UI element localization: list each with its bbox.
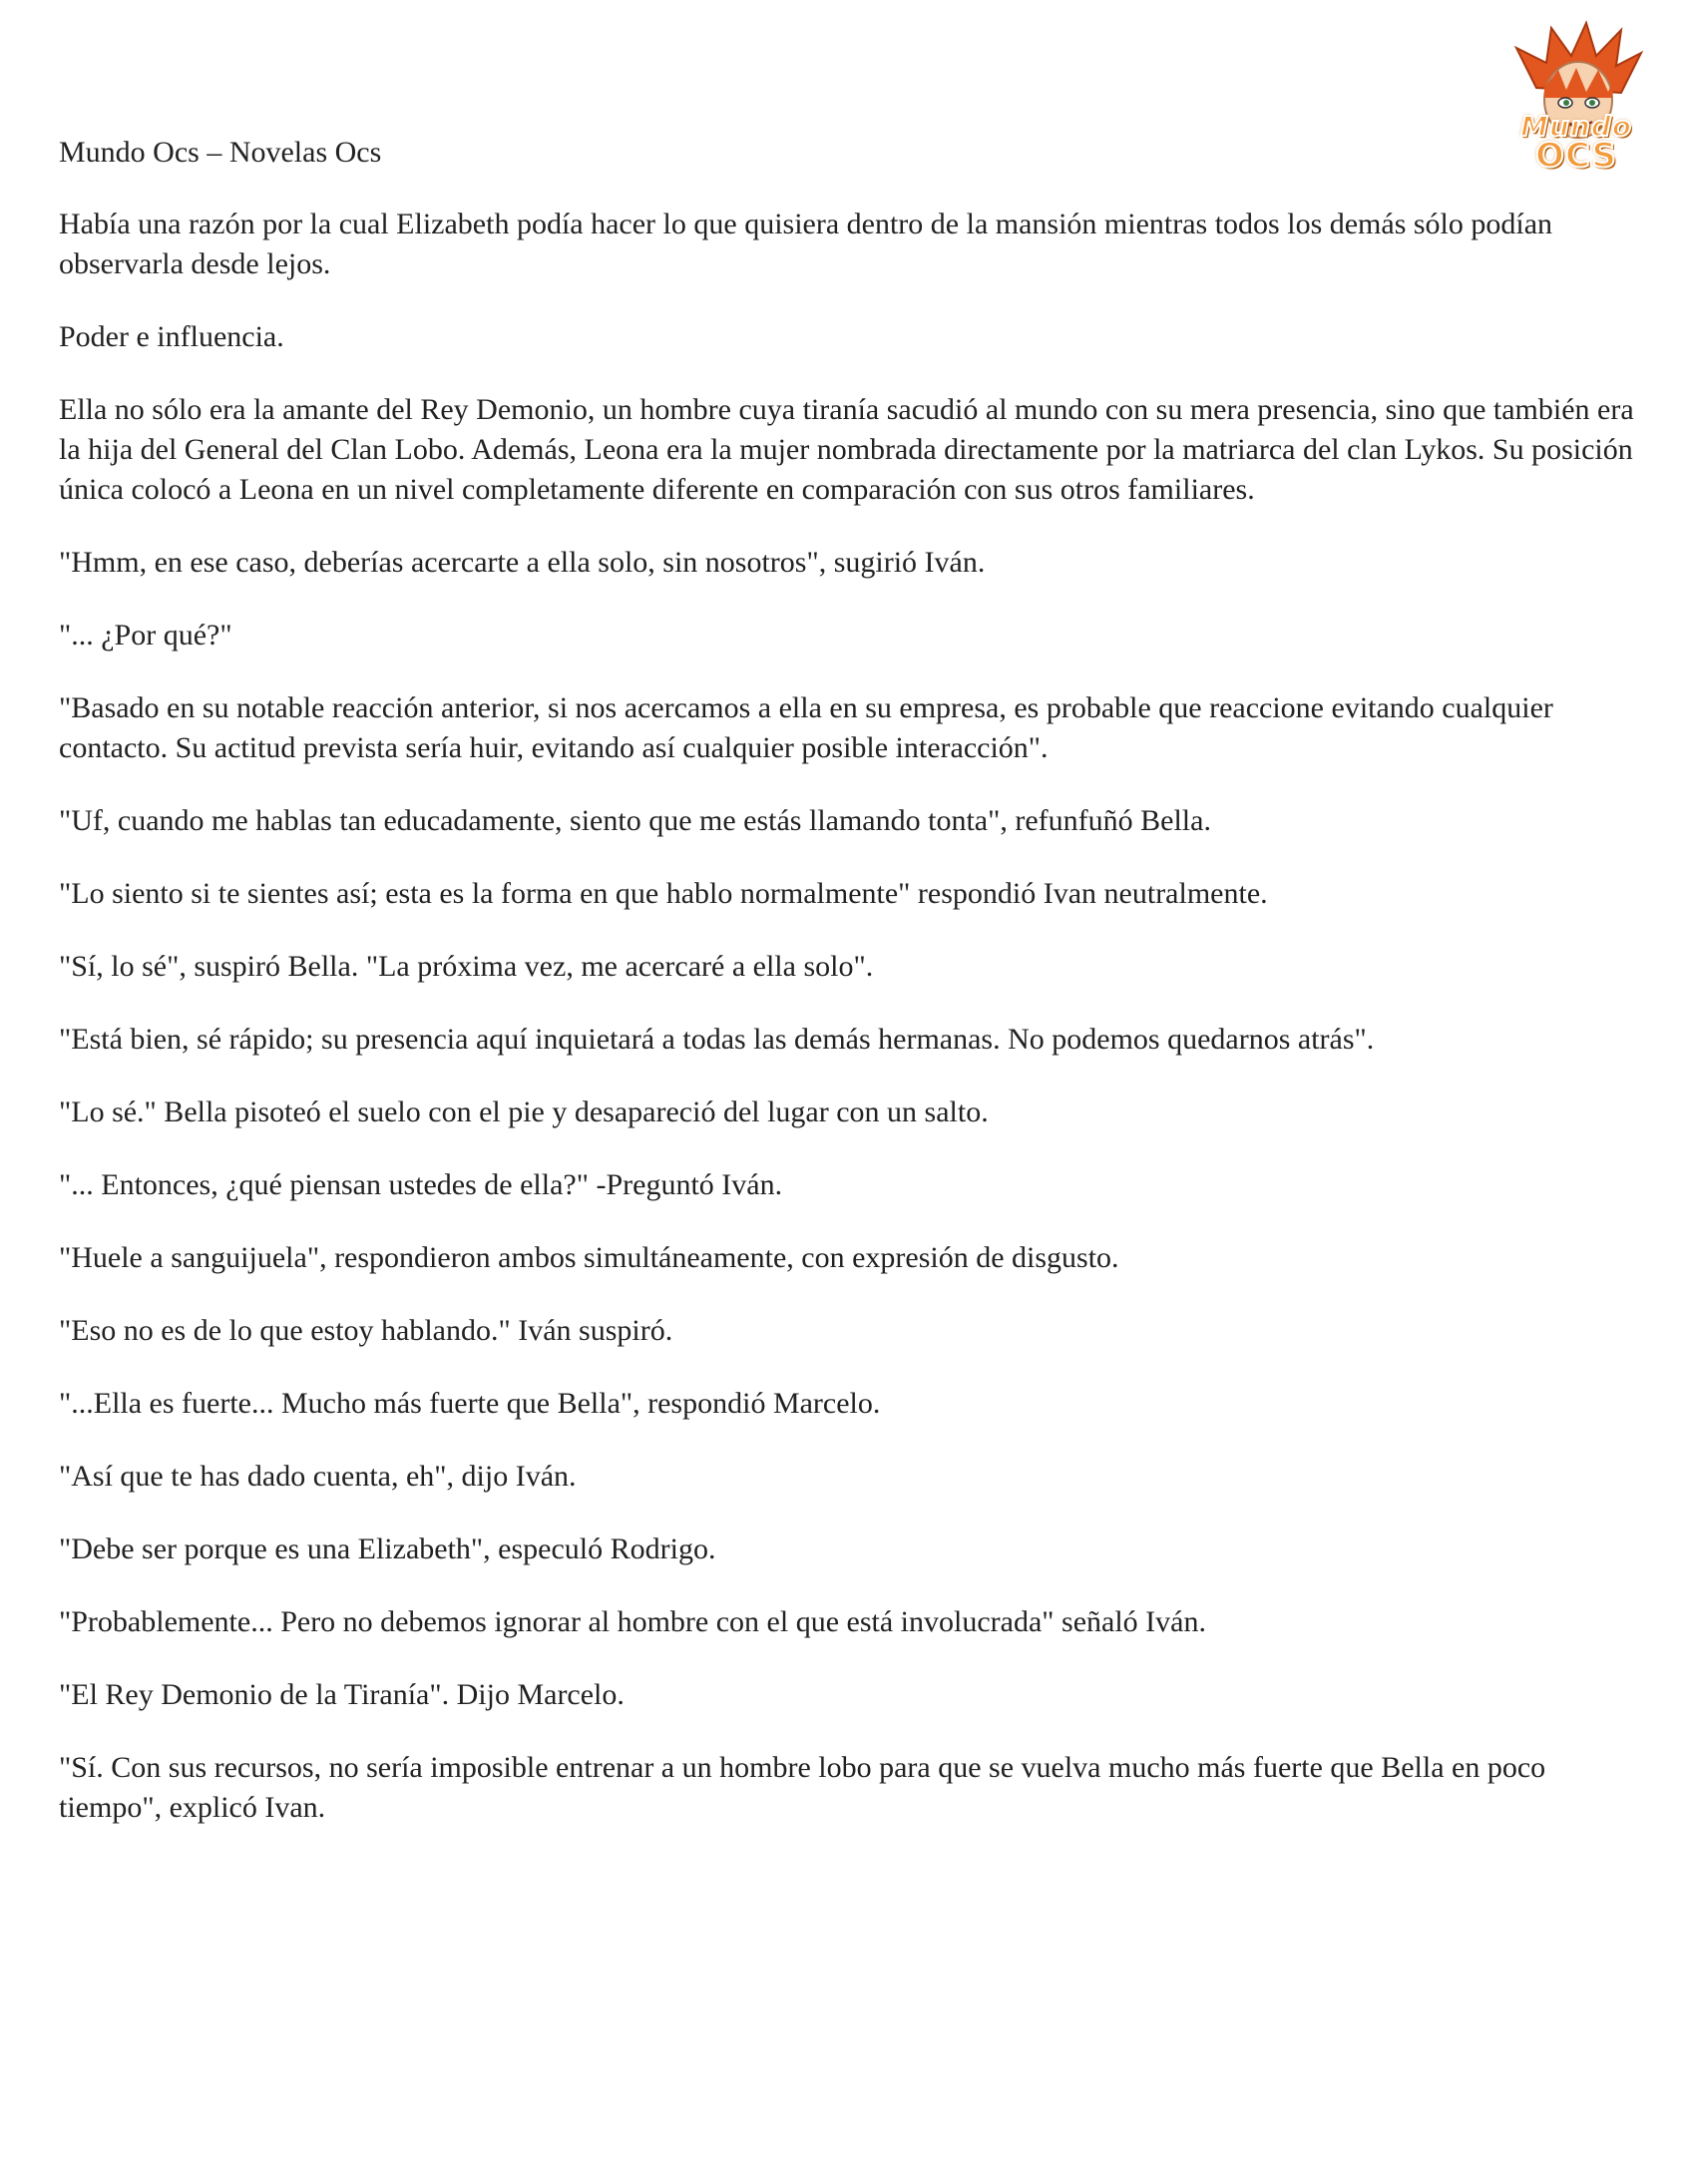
paragraph: "El Rey Demonio de la Tiranía". Dijo Marcelo. xyxy=(59,1678,625,1711)
paragraph: "Lo siento si te sientes así; esta es la forma en que hablo normalmente" respondió Ivan neutralmente. xyxy=(59,877,1268,910)
paragraph: Poder e influencia. xyxy=(59,320,284,353)
paragraph: "Eso no es de lo que estoy hablando." Iván suspiró. xyxy=(59,1314,673,1347)
paragraph: "... ¿Por qué?" xyxy=(59,619,232,652)
paragraph: Ella no sólo era la amante del Rey Demonio, un hombre cuya tiranía sacudió al mundo con su mera presencia, sino que también era la hija del General del Clan Lobo. Además, Leona era la mujer nombrada directamente por la matriarca del clan Lykos. Su posición única colocó a Leona en un nivel completamente diferente en comparación con sus otros familiares. xyxy=(59,393,1634,506)
logo-wordmark xyxy=(1496,110,1656,176)
document-body xyxy=(59,205,1645,1861)
paragraph: "Sí. Con sus recursos, no sería imposible entrenar a un hombre lobo para que se vuelva mucho más fuerte que Bella en poco tiempo", explicó Ivan. xyxy=(59,1751,1546,1824)
paragraph: "Basado en su notable reacción anterior, si nos acercamos a ella en su empresa, es probable que reaccione evitando cualquier contacto. Su actitud prevista sería huir, evitando así cualquier posible interacción". xyxy=(59,691,1553,764)
paragraph: "Lo sé." Bella pisoteó el suelo con el pie y desapareció del lugar con un salto. xyxy=(59,1095,989,1128)
page-header: Mundo Ocs – Novelas Ocs xyxy=(59,136,382,169)
paragraph: "Probablemente... Pero no debemos ignorar al hombre con el que está involucrada" señaló Iván. xyxy=(59,1605,1206,1638)
paragraph: "Uf, cuando me hablas tan educadamente, siento que me estás llamando tonta", refunfuñó Bella. xyxy=(59,804,1211,837)
logo-line1: Mundo xyxy=(1519,110,1632,143)
mundo-ocs-logo xyxy=(1496,18,1656,178)
paragraph: "Huele a sanguijuela", respondieron ambos simultáneamente, con expresión de disgusto. xyxy=(59,1241,1119,1274)
paragraph: "Está bien, sé rápido; su presencia aquí inquietará a todas las demás hermanas. No podemos quedarnos atrás". xyxy=(59,1023,1375,1056)
paragraph: "Sí, lo sé", suspiró Bella. "La próxima vez, me acercaré a ella solo". xyxy=(59,950,874,983)
paragraph: "Debe ser porque es una Elizabeth", especuló Rodrigo. xyxy=(59,1532,716,1565)
paragraph: "Así que te has dado cuenta, eh", dijo Iván. xyxy=(59,1460,577,1493)
paragraph: Había una razón por la cual Elizabeth podía hacer lo que quisiera dentro de la mansión mientras todos los demás sólo podían observarla desde lejos. xyxy=(59,208,1553,280)
paragraph: "Hmm, en ese caso, deberías acercarte a ella solo, sin nosotros", sugirió Iván. xyxy=(59,546,986,579)
paragraph: "...Ella es fuerte... Mucho más fuerte que Bella", respondió Marcelo. xyxy=(59,1387,881,1420)
paragraph: "... Entonces, ¿qué piensan ustedes de ella?" -Preguntó Iván. xyxy=(59,1168,783,1201)
logo-line2: OCS xyxy=(1535,136,1617,176)
